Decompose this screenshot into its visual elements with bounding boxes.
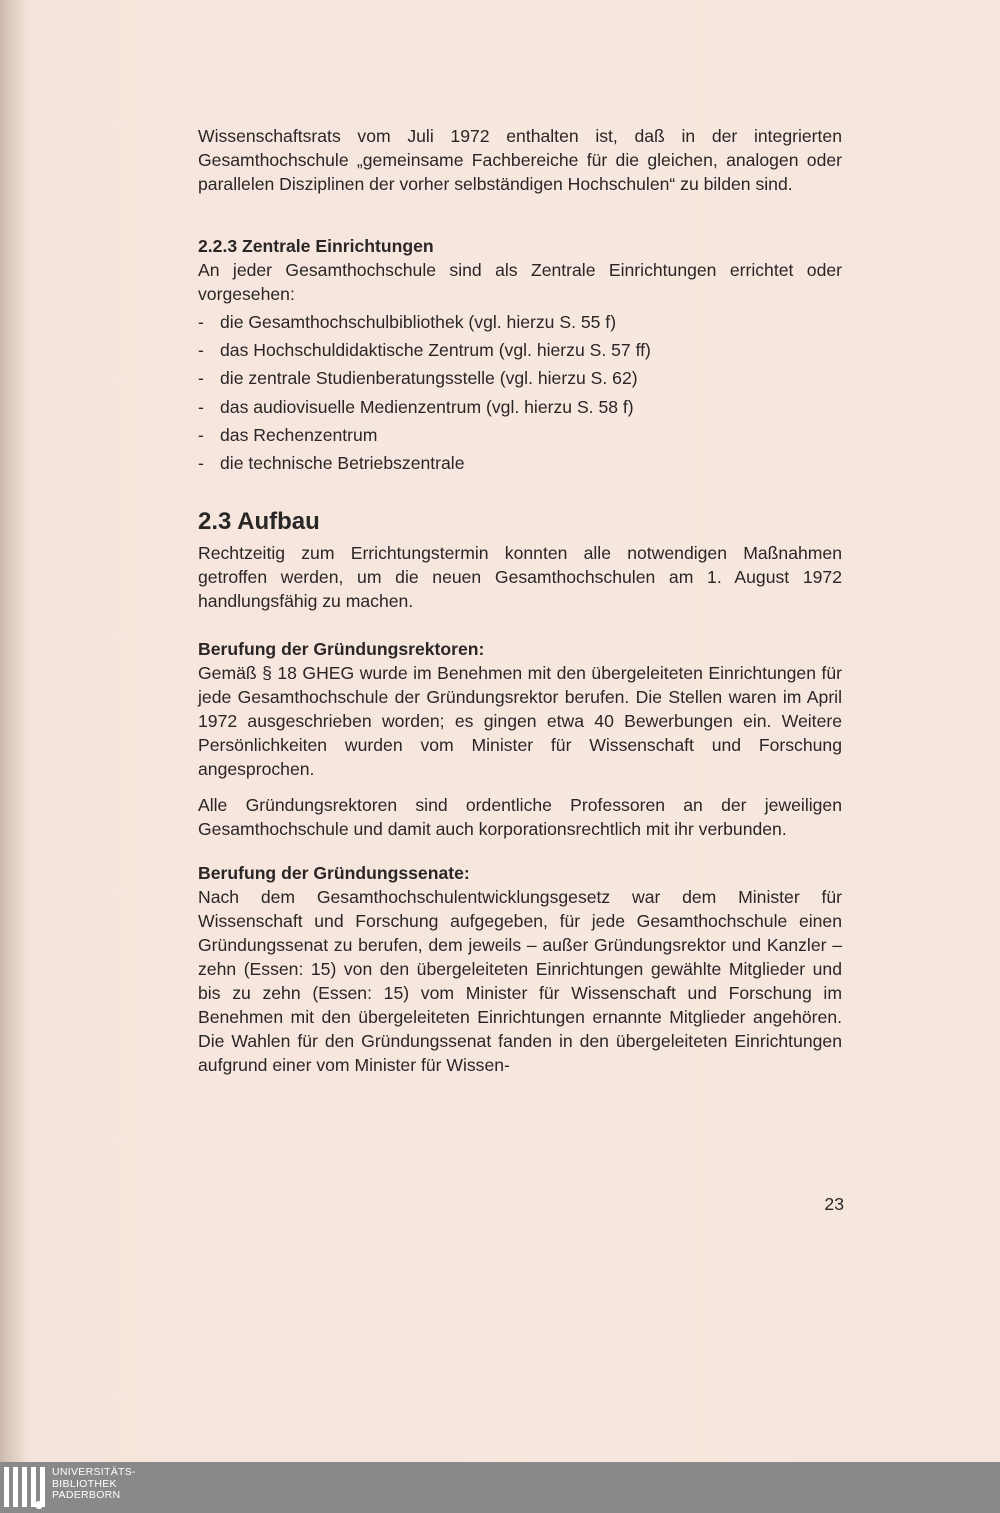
zentrale-einrichtungen-list xyxy=(198,308,842,477)
page-number: 23 xyxy=(824,1194,844,1214)
subheading-gruendungssenate: Berufung der Gründungssenate: xyxy=(198,863,470,884)
list-bullet: - xyxy=(198,453,204,474)
list-item xyxy=(198,364,842,392)
intro-paragraph: Wissenschaftsrats vom Juli 1972 enthalten ist, daß in der integrierten Gesamthochschule „gemeinsame Fachbereiche für die gleichen, analogen oder parallelen Disziplinen der vorher selbständigen Hochschulen“ zu bilden sind. xyxy=(198,126,842,194)
list-item-text: das audiovisuelle Medienzentrum (vgl. hierzu S. 58 f) xyxy=(220,396,634,417)
library-logo-text xyxy=(52,1467,136,1502)
list-bullet: - xyxy=(198,368,204,389)
list-bullet: - xyxy=(198,312,204,332)
list-item xyxy=(198,308,842,336)
section-heading-23: 2.3 Aufbau xyxy=(198,508,320,536)
subheading-gruendungsrektoren: Berufung der Gründungsrektoren: xyxy=(198,639,485,660)
section-heading-223: 2.2.3 Zentrale Einrichtungen xyxy=(198,236,434,256)
logo-line-3: PADERBORN xyxy=(52,1489,121,1501)
list-bullet: - xyxy=(198,424,204,445)
library-logo-dot-icon xyxy=(35,1501,43,1509)
list-item-text: das Hochschuldidaktische Zentrum (vgl. hierzu S. 57 ff) xyxy=(220,340,651,361)
logo-line-2: BIBLIOTHEK xyxy=(52,1477,117,1490)
gruendungsrektoren-paragraph-2: Alle Gründungsrektoren sind ordentliche Professoren an der jeweiligen Gesamthochschule und damit auch korporationsrechtlich mit ihr verbunden. xyxy=(198,795,842,840)
section-223-intro: An jeder Gesamthochschule sind als Zentrale Einrichtungen errichtet oder vorgesehen: xyxy=(198,260,842,304)
list-item xyxy=(198,336,842,364)
list-item-text: die technische Betriebszentrale xyxy=(220,453,465,474)
section-23-intro: Rechtzeitig zum Errichtungstermin konnten alle notwendigen Maßnahmen getroffen werden, um die neuen Gesamthochschulen am 1. August 1972 handlungsfähig zu machen. xyxy=(198,543,842,612)
page-spine-shadow xyxy=(0,0,26,1462)
list-item-text: die zentrale Studienberatungsstelle (vgl. hierzu S. 62) xyxy=(220,368,638,389)
library-footer-bar xyxy=(0,1462,1000,1513)
page-content xyxy=(198,124,842,1077)
list-item-text: die Gesamthochschulbibliothek (vgl. hierzu S. 55 f) xyxy=(220,312,617,332)
list-item xyxy=(198,449,842,477)
list-item xyxy=(198,421,842,449)
list-bullet: - xyxy=(198,396,204,417)
list-item xyxy=(198,393,842,421)
list-item-text: das Rechenzentrum xyxy=(220,424,378,445)
list-bullet: - xyxy=(198,340,204,361)
gruendungsrektoren-paragraph-1: Gemäß § 18 GHEG wurde im Benehmen mit den übergeleiteten Einrichtungen für jede Gesamthochschule der Gründungsrektor berufen. Die Stellen waren im April 1972 ausgeschrieben worden; es gingen etwa 40 Bewerbungen ein. Weitere Persönlichkeiten wurden vom Minister für Wissenschaft und Forschung angesprochen. xyxy=(198,663,842,780)
gruendungssenate-paragraph: Nach dem Gesamthochschulentwicklungsgesetz war dem Minister für Wissenschaft und Forschung aufgegeben, für jede Gesamthochschule einen Gründungssenat zu berufen, dem jeweils – außer Gründungsrektor und Kanzler – zehn (Essen: 15) von den übergeleiteten Einrichtungen gewählte Mitglieder und bis zu zehn (Essen: 15) vom Minister für Wissenschaft und Forschung im Benehmen mit den übergeleiteten Einrichtungen ernannte Mitglieder angehören. Die Wahlen für den Gründungssenat fanden in den übergeleiteten Einrichtungen aufgrund einer vom Minister für Wissen- xyxy=(198,887,842,1076)
logo-line-1: UNIVERSITÄTS- xyxy=(52,1466,136,1478)
